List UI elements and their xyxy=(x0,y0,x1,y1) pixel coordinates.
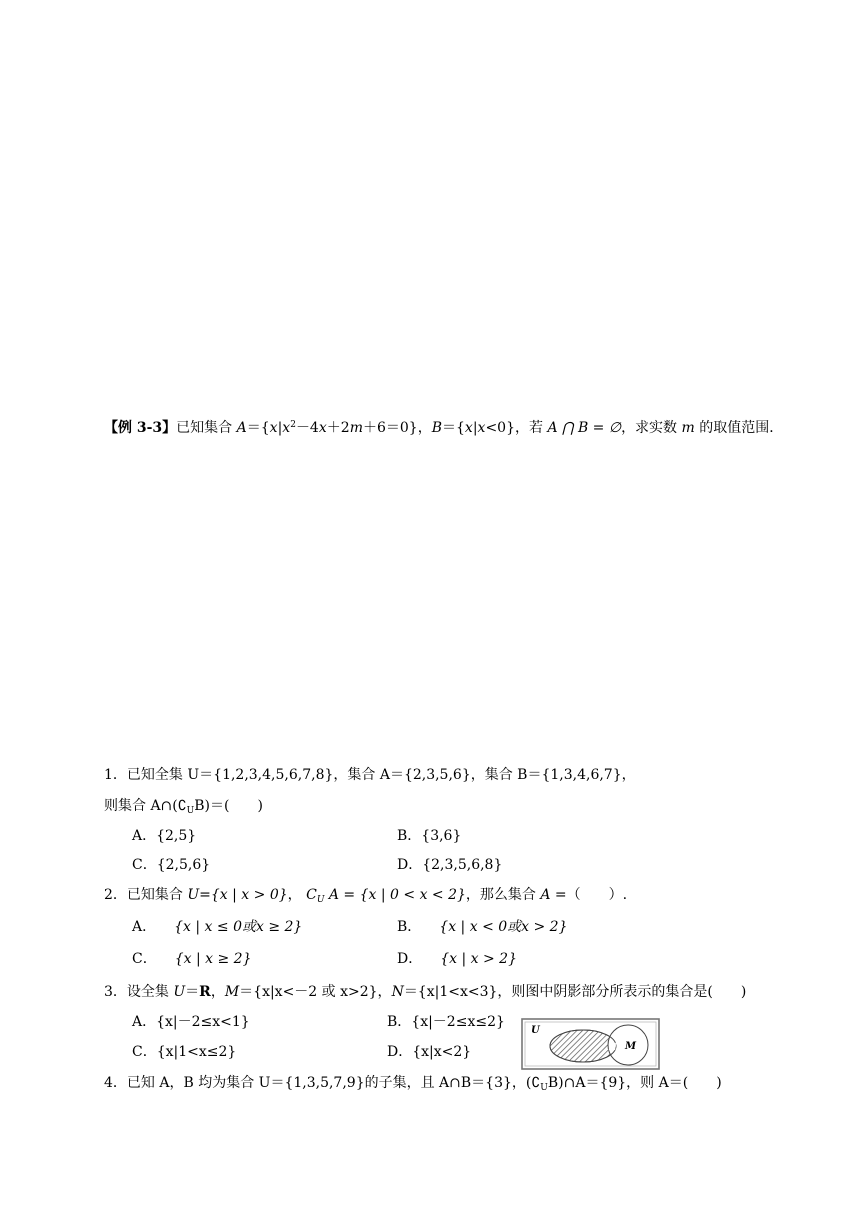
q3-option-d: D．{x|x<2} xyxy=(387,1044,472,1060)
label: D． xyxy=(397,951,423,967)
label: C． xyxy=(132,951,157,967)
q1-option-b: B．{3,6} xyxy=(397,828,462,844)
q2-option-a xyxy=(132,918,302,936)
value: {x | x > 2} xyxy=(440,951,517,967)
var-m: m xyxy=(681,420,695,436)
subscript: U xyxy=(186,806,195,816)
text: ＋6＝0}， xyxy=(362,420,432,436)
value: {x | x < 0或x > 2} xyxy=(439,919,568,935)
text: | xyxy=(277,420,283,436)
q1-option-d: D．{2,3,5,6,8} xyxy=(397,857,503,873)
text: ＝{x|x<－2 或 x>2}， xyxy=(239,984,392,1000)
q1-option-c: C．{2,5,6} xyxy=(132,857,211,873)
q4-stem xyxy=(104,1074,722,1092)
var-m: m xyxy=(349,420,363,436)
example-tag: 【例 3-3】 xyxy=(104,420,177,436)
text: －4 xyxy=(295,420,319,436)
label: A． xyxy=(132,919,157,935)
text: | xyxy=(472,420,478,436)
var-M: M xyxy=(224,984,240,1000)
text: ＝{ xyxy=(442,420,465,436)
text: 2．已知集合 xyxy=(104,887,188,903)
exponent: 2 xyxy=(290,420,296,430)
q3-option-c: C．{x|1<x≤2} xyxy=(132,1044,237,1060)
text: B)∩A＝{9}，则 A＝( ) xyxy=(547,1075,722,1091)
q3-option-b: B．{x|－2≤x≤2} xyxy=(387,1014,505,1030)
text: ＝{ xyxy=(246,420,270,436)
condition-formula: A ⋂ B = ∅ xyxy=(547,420,622,436)
var-x: x xyxy=(318,420,327,436)
formula-complement: A = {x | 0 < x < 2} xyxy=(324,887,466,903)
text: ，求实数 xyxy=(621,420,682,436)
q3-option-a: A．{x|－2≤x<1} xyxy=(132,1014,250,1030)
q2-stem xyxy=(104,886,627,904)
text: （ ）. xyxy=(566,887,628,903)
text: ， xyxy=(210,984,225,1000)
var-x: x xyxy=(464,420,473,436)
text: 4．已知 A，B 均为集合 U＝{1,3,5,7,9}的子集，且 A∩B＝{3}， xyxy=(104,1075,526,1091)
example-3-3 xyxy=(104,419,783,437)
venn-label-u: U xyxy=(531,1025,540,1036)
var-x: x xyxy=(477,420,486,436)
q1-stem-line2 xyxy=(104,797,263,815)
formula-a: A = xyxy=(540,887,567,903)
text: <0}，若 xyxy=(485,420,548,436)
formula-u: U={x | x > 0} xyxy=(187,887,288,903)
q2-option-c xyxy=(132,950,251,968)
var-x: x xyxy=(269,420,278,436)
text: 则集合 A∩(∁ xyxy=(104,798,187,814)
var-U: U xyxy=(173,984,186,1000)
complement-symbol: C xyxy=(306,887,317,903)
text: B)＝( ) xyxy=(194,798,263,814)
var-N: N xyxy=(391,984,404,1000)
text: ＋2 xyxy=(326,420,350,436)
real-set: R xyxy=(199,984,211,1000)
subscript: U xyxy=(316,895,325,905)
text: 3．设全集 xyxy=(104,984,174,1000)
var-A: A xyxy=(236,420,247,436)
text: ，那么集合 xyxy=(465,887,541,903)
q2-option-d xyxy=(397,950,517,968)
venn-diagram xyxy=(521,1018,661,1070)
q2-option-b xyxy=(397,918,568,936)
q3-stem xyxy=(104,983,746,1001)
q1-option-a: A．{2,5} xyxy=(132,828,197,844)
text: ， xyxy=(287,887,307,903)
example-text: 已知集合 xyxy=(176,420,237,436)
text: ＝{x|1<x<3}，则图中阴影部分所表示的集合是( ) xyxy=(403,984,747,1000)
subscript: U xyxy=(540,1083,548,1093)
q1-stem-line1: 1．已知全集 U＝{1,2,3,4,5,6,7,8}，集合 A＝{2,3,5,6}，集合 B＝{1,3,4,6,7}， xyxy=(104,767,636,783)
text: ＝ xyxy=(185,984,200,1000)
text: (∁ xyxy=(525,1075,541,1091)
value: {x | x ≤ 0或x ≥ 2} xyxy=(174,919,303,935)
label: B． xyxy=(397,919,422,935)
value: {x | x ≥ 2} xyxy=(174,951,252,967)
venn-label-n: N xyxy=(609,1043,617,1053)
venn-label-m: M xyxy=(625,1041,637,1052)
var-B: B xyxy=(431,420,442,436)
var-x: x xyxy=(282,420,291,436)
text: 的取值范围． xyxy=(694,420,784,436)
